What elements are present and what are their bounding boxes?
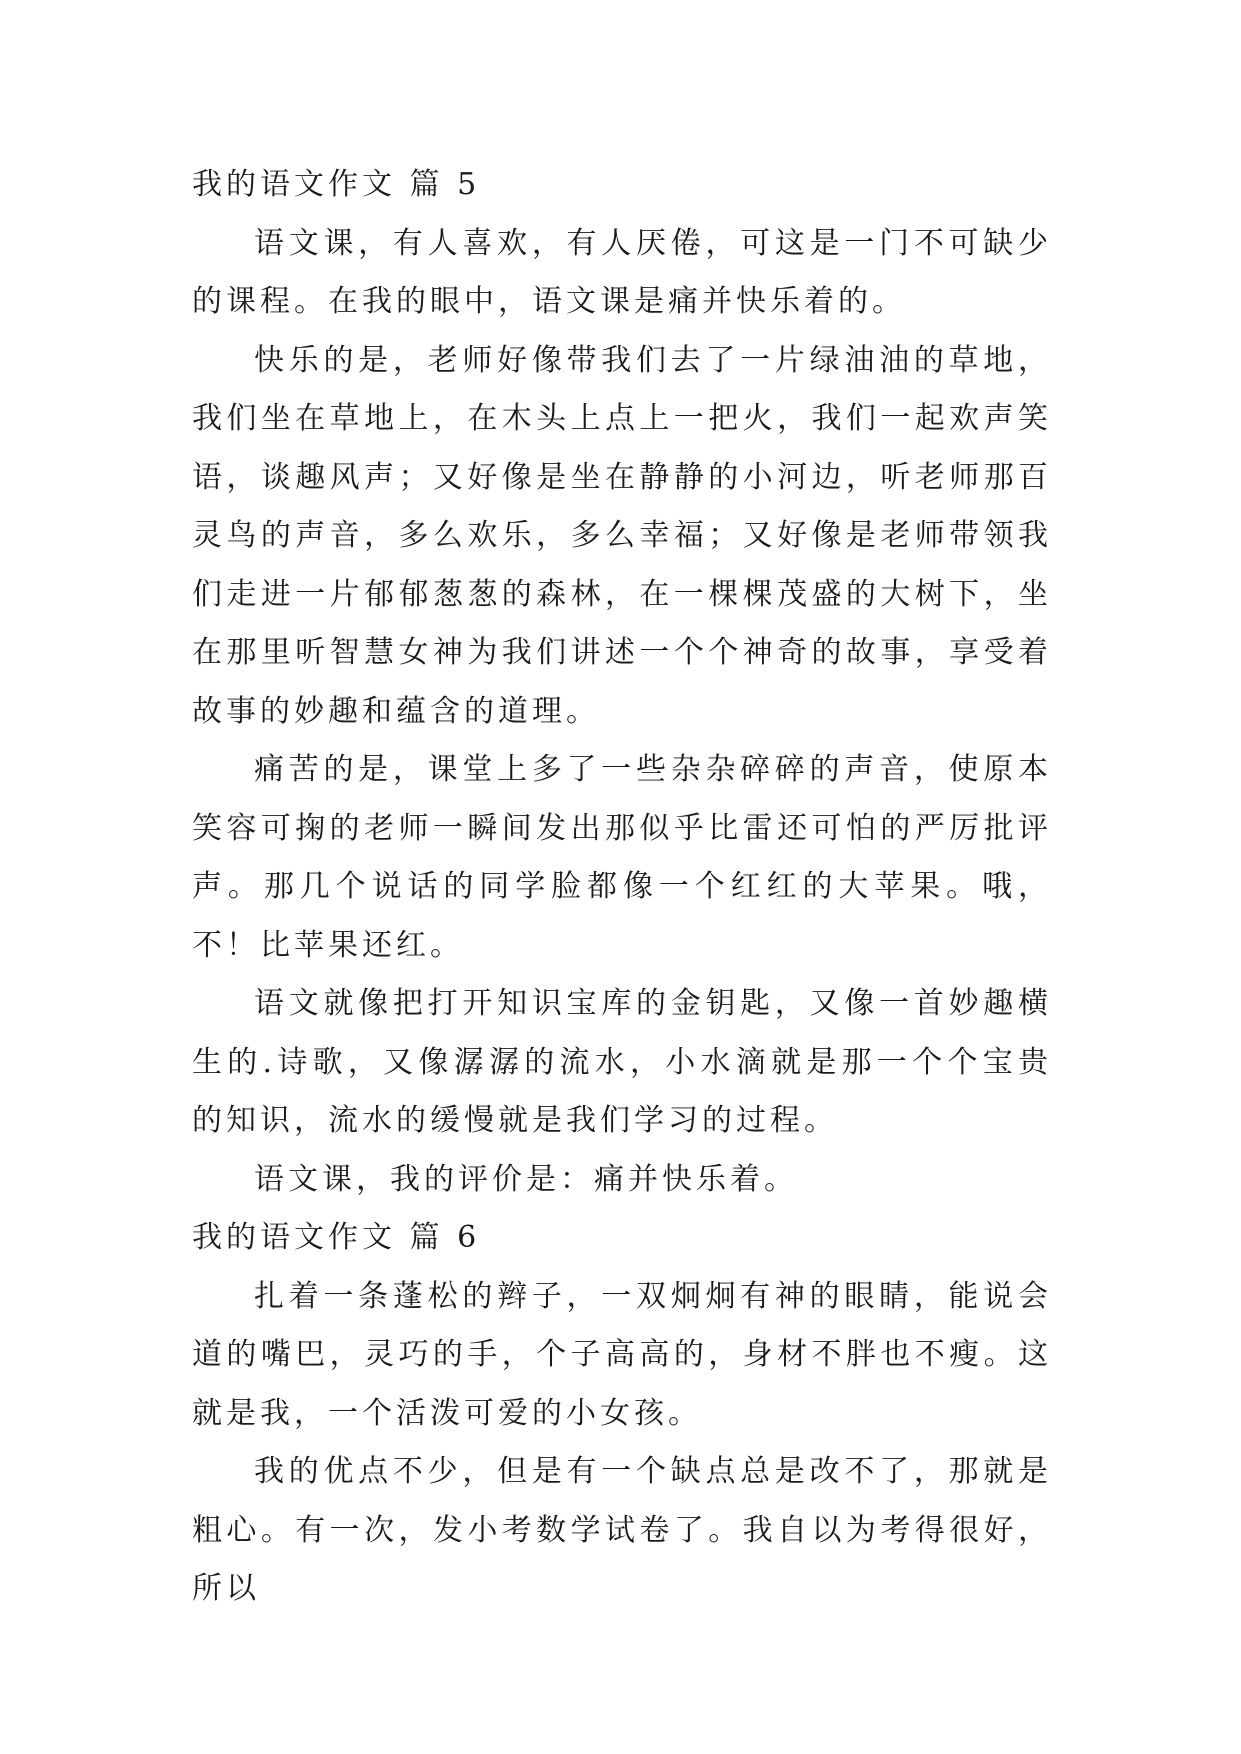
paragraph: 语文课，我的评价是：痛并快乐着。: [254, 1161, 798, 1197]
essay-section-6: [192, 1209, 1052, 1619]
paragraph: 快乐的是，老师好像带我们去了一片绿油油的草地，我们坐在草地上，在木头上点上一把火，我们一起欢声笑语，谈趣风声；又好像是坐在静静的小河边，听老师那百灵鸟的声音，多么欢乐，多么幸福；又好像是老师带领我们走进一片郁郁葱葱的森林，在一棵棵茂盛的大树下，坐在那里听智慧女神为我们讲述一个个神奇的故事，享受着故事的妙趣和蕴含的道理。: [192, 342, 1052, 729]
section-title: 我的语文作文 篇 5: [192, 167, 481, 202]
paragraph: 语文课，有人喜欢，有人厌倦，可这是一门不可缺少的课程。在我的眼中，语文课是痛并快乐着的。: [192, 225, 1052, 319]
document-page: [192, 156, 1052, 1619]
paragraph: 痛苦的是，课堂上多了一些杂杂碎碎的声音，使原本笑容可掬的老师一瞬间发出那似乎比雷还可怕的严厉批评声。那几个说话的同学脸都像一个红红的大苹果。哦，不！比苹果还红。: [192, 752, 1052, 963]
paragraph: 我的优点不少，但是有一个缺点总是改不了，那就是粗心。有一次，发小考数学试卷了。我自以为考得很好，所以: [192, 1454, 1052, 1606]
section-title: 我的语文作文 篇 6: [192, 1220, 481, 1255]
paragraph: 语文就像把打开知识宝库的金钥匙，又像一首妙趣横生的.诗歌，又像潺潺的流水，小水滴就是那一个个宝贵的知识，流水的缓慢就是我们学习的过程。: [192, 986, 1052, 1138]
essay-section-5: [192, 156, 1052, 1209]
paragraph: 扎着一条蓬松的辫子，一双炯炯有神的眼睛，能说会道的嘴巴，灵巧的手，个子高高的，身材不胖也不瘦。这就是我，一个活泼可爱的小女孩。: [192, 1278, 1052, 1431]
